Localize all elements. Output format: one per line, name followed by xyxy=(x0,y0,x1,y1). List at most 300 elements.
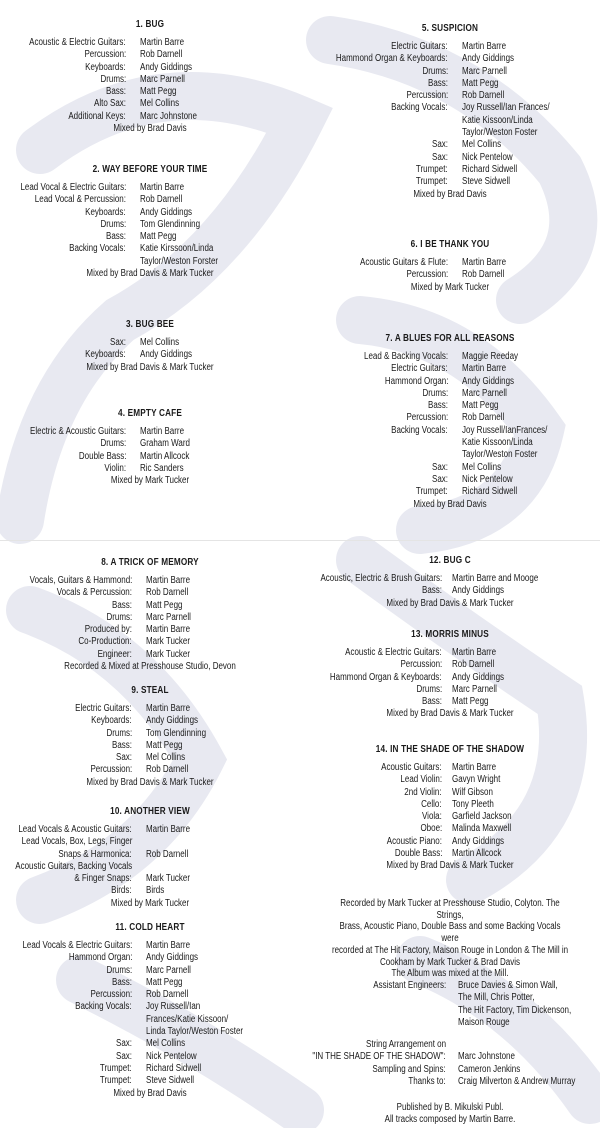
track-5 xyxy=(300,22,600,201)
credit-role: Drums: xyxy=(106,611,132,623)
credit-role: Bass: xyxy=(427,400,448,412)
credit-name: Tom Glendinning xyxy=(146,727,207,739)
credit-row xyxy=(300,787,600,799)
credit-name: Craig Milverton & Andrew Murray xyxy=(458,1076,576,1087)
credit-role: Sax: xyxy=(431,461,448,473)
credit-row xyxy=(0,575,300,587)
credit-role: Percussion: xyxy=(406,269,448,281)
panel-right-top xyxy=(300,0,600,540)
credit-name: Katie Kissoon/Linda xyxy=(462,437,533,449)
credit-row xyxy=(300,774,600,786)
credit-role: Sax: xyxy=(109,337,126,348)
credit-role: Trumpet: xyxy=(416,163,448,175)
credit-row xyxy=(300,269,600,281)
extra-credit-row xyxy=(300,1076,600,1088)
credit-name: Mel Collins xyxy=(462,139,502,151)
track-3 xyxy=(0,318,300,374)
credit-role: Trumpet: xyxy=(416,176,448,188)
credit-role: Acoustic & Electric Guitars: xyxy=(345,647,442,658)
credit-row xyxy=(0,940,300,952)
credit-name: Malinda Maxwell xyxy=(452,823,512,835)
credit-row xyxy=(300,66,600,78)
credit-row xyxy=(300,412,600,424)
credit-row xyxy=(0,37,300,49)
credit-role: Lead Vocals & Electric Guitars: xyxy=(22,940,132,951)
credit-row xyxy=(0,977,300,989)
credit-role: Trumpet: xyxy=(416,486,448,498)
credit-row xyxy=(0,624,300,636)
credit-role: Percussion: xyxy=(90,989,132,1001)
credit-name: Richard Sidwell xyxy=(462,163,518,175)
credit-row xyxy=(300,53,600,65)
credit-row xyxy=(300,127,600,139)
credit-role: Birds: xyxy=(111,885,132,897)
credit-name: Richard Sidwell xyxy=(462,486,518,498)
credit-role: Co-Production: xyxy=(78,636,132,648)
credit-role: Percussion: xyxy=(90,764,132,776)
recording-note-line: Brass, Acoustic Piano, Double Bass and some Backing Vocals were xyxy=(339,921,561,945)
credit-role: Bass: xyxy=(111,739,132,751)
credit-name: Frances/Katie Kissoon/ xyxy=(146,1013,229,1025)
mix-credit: Mixed by Brad Davis & Mark Tucker xyxy=(386,860,514,872)
credit-row xyxy=(300,659,600,671)
credit-row xyxy=(0,649,300,661)
panel-left-bottom xyxy=(0,540,300,1128)
credit-row xyxy=(0,1051,300,1063)
credit-role: Drums: xyxy=(106,964,132,976)
publishing-line: Published by B. Mikulski Publ. xyxy=(396,1102,504,1114)
credit-row xyxy=(300,102,600,114)
mix-credit: Recorded & Mixed at Presshouse Studio, Devon xyxy=(64,661,236,673)
credit-row xyxy=(300,848,600,860)
credit-row xyxy=(0,824,300,836)
mix-credit: Mixed by Brad Davis xyxy=(113,123,187,135)
credit-role: 2nd Violin: xyxy=(404,786,442,798)
credit-role: Drums: xyxy=(422,387,448,399)
track-1 xyxy=(0,18,300,135)
credit-name: Birds xyxy=(146,885,165,897)
credit-name: Marc Parnell xyxy=(462,65,507,77)
credit-row xyxy=(0,426,300,438)
credit-name: Martin Barre xyxy=(462,41,507,52)
credit-name: Mel Collins xyxy=(146,752,186,764)
mix-credit: Mixed by Brad Davis xyxy=(113,1087,187,1099)
credit-role: Bass: xyxy=(427,77,448,89)
track-title: 11. COLD HEART xyxy=(115,922,185,933)
credit-name: Martin Barre xyxy=(146,575,191,586)
credit-name: Gavyn Wright xyxy=(452,774,501,786)
credit-role: Violin: xyxy=(104,462,126,474)
credit-row xyxy=(0,1075,300,1087)
credit-row xyxy=(0,337,300,349)
credit-role: Acoustic Guitars, Backing Vocals xyxy=(15,860,132,872)
credit-role: Acoustic Piano: xyxy=(386,835,442,847)
credit-row xyxy=(0,849,300,861)
credit-name: Rob Darnell xyxy=(140,49,183,61)
credit-name: Rob Darnell xyxy=(146,848,189,860)
credit-row xyxy=(0,62,300,74)
credit-name: Martin Barre xyxy=(146,624,191,636)
credit-role: Acoustic, Electric & Brush Guitars: xyxy=(320,573,442,584)
credit-role: Percussion: xyxy=(406,412,448,424)
credit-row xyxy=(300,823,600,835)
credit-name: Bruce Davies & Simon Wall, xyxy=(458,979,558,991)
recording-note-line: Cookham by Mark Tucker & Brad Davis xyxy=(379,956,521,968)
credit-role: Double Bass: xyxy=(78,450,126,462)
credit-name: Maison Rouge xyxy=(458,1016,510,1028)
credit-row xyxy=(300,351,600,363)
credit-role: Backing Vocals: xyxy=(75,1001,132,1013)
credit-name: Katie Kirssoon/Linda xyxy=(140,243,214,255)
credit-role: Lead Vocals & Acoustic Guitars: xyxy=(18,824,132,835)
credit-row xyxy=(300,486,600,498)
credit-row xyxy=(0,194,300,206)
assistant-credit-row xyxy=(300,1017,600,1029)
credit-row xyxy=(300,474,600,486)
credit-role: Sax: xyxy=(431,139,448,151)
credit-role: Percussion: xyxy=(406,90,448,102)
credit-name: Rob Darnell xyxy=(462,90,505,102)
credit-name: Rob Darnell xyxy=(452,659,495,671)
credit-row xyxy=(0,1063,300,1075)
credit-role: Drums: xyxy=(100,73,126,85)
credit-name: Matt Pegg xyxy=(462,77,499,89)
assistant-credit-row xyxy=(300,980,600,992)
credit-role: Keyboards: xyxy=(91,715,132,727)
credit-name: Andy Giddings xyxy=(140,61,193,73)
credit-role: Electric Guitars: xyxy=(391,363,448,375)
credit-name: Martin Barre xyxy=(462,257,507,268)
credit-name: Martin Barre xyxy=(146,824,191,835)
track-14 xyxy=(300,743,600,873)
track-title: 10. ANOTHER VIEW xyxy=(110,806,190,817)
credit-name: The Mill, Chris Potter, xyxy=(458,992,535,1004)
credit-name: Nick Pentelow xyxy=(462,151,513,163)
credit-role: Sampling and Spins: xyxy=(372,1063,446,1075)
credit-name: Mark Tucker xyxy=(146,873,191,885)
liner-notes xyxy=(300,898,600,1126)
credit-row xyxy=(0,873,300,885)
credit-name: Tony Pleeth xyxy=(452,798,494,810)
credit-role: Trumpet: xyxy=(100,1062,132,1074)
credit-role: Lead & Backing Vocals: xyxy=(363,351,448,362)
panel-right-bottom xyxy=(300,540,600,1128)
credit-role: Bass: xyxy=(111,599,132,611)
credit-row xyxy=(0,952,300,964)
credit-row xyxy=(300,176,600,188)
credit-name: Rob Darnell xyxy=(462,269,505,281)
credit-name: Linda Taylor/Weston Foster xyxy=(146,1026,244,1038)
credit-name: Mel Collins xyxy=(146,1038,186,1050)
credit-name: Matt Pegg xyxy=(146,599,183,611)
credit-role: Bass: xyxy=(105,86,126,98)
credit-row xyxy=(300,78,600,90)
mix-credit: Mixed by Brad Davis & Mark Tucker xyxy=(386,708,514,720)
credit-name: Ric Sanders xyxy=(140,462,184,474)
credit-row xyxy=(300,139,600,151)
credit-role: "IN THE SHADE OF THE SHADOW": xyxy=(312,1051,446,1063)
track-6 xyxy=(300,238,600,294)
credit-role: Acoustic Guitars & Flute: xyxy=(359,257,448,268)
credit-row xyxy=(300,449,600,461)
track-11 xyxy=(0,921,300,1100)
track-9 xyxy=(0,684,300,789)
credit-name: Rob Darnell xyxy=(146,764,189,776)
publishing-line: All tracks composed by Martin Barre. xyxy=(384,1114,516,1125)
credit-name: Graham Ward xyxy=(140,438,190,450)
credit-row xyxy=(0,636,300,648)
credit-role: Acoustic & Electric Guitars: xyxy=(29,37,126,48)
credit-role: Backing Vocals: xyxy=(391,424,448,436)
credit-row xyxy=(0,1001,300,1013)
credit-name: Tom Glendinning xyxy=(140,218,201,230)
credit-name: Martin Allcock xyxy=(140,450,190,462)
assistant-credit-row xyxy=(300,992,600,1004)
track-10 xyxy=(0,805,300,910)
credit-row xyxy=(0,612,300,624)
track-title: 5. SUSPICION xyxy=(421,23,479,34)
credit-name: Martin Barre xyxy=(146,703,191,714)
credit-role: Hammond Organ: xyxy=(384,375,448,387)
credit-role: Double Bass: xyxy=(394,848,442,860)
mix-credit: Mixed by Mark Tucker xyxy=(110,897,190,909)
credit-role: Electric Guitars: xyxy=(75,703,132,714)
credit-row xyxy=(0,182,300,194)
credit-name: Katie Kissoon/Linda xyxy=(462,114,533,126)
credit-role: Backing Vocals: xyxy=(69,243,126,255)
credit-role: Sax: xyxy=(115,1050,132,1062)
credit-row xyxy=(300,90,600,102)
credit-row xyxy=(300,152,600,164)
credit-role: Cello: xyxy=(421,798,442,810)
credit-row xyxy=(300,573,600,585)
recording-note-line: recorded at The Hit Factory, Maison Rouge in London & The Mill in xyxy=(331,944,569,956)
credit-name: Andy Giddings xyxy=(462,375,515,387)
credit-role: Snaps & Harmonica: xyxy=(58,848,132,860)
credit-role: Assistant Engineers: xyxy=(373,979,446,991)
credit-name: Matt Pegg xyxy=(146,739,183,751)
credit-row xyxy=(0,49,300,61)
track-8 xyxy=(0,556,300,673)
credit-name: Marc Parnell xyxy=(146,611,191,623)
credit-role: Lead Violin: xyxy=(400,774,442,786)
credit-role: Sax: xyxy=(115,752,132,764)
credit-row xyxy=(0,207,300,219)
credit-name: Marc Johnstone xyxy=(140,110,197,122)
credit-row xyxy=(300,388,600,400)
track-13 xyxy=(300,628,600,721)
credit-role: Keyboards: xyxy=(85,206,126,218)
credit-name: Taylor/Weston Forster xyxy=(140,255,219,267)
credit-row xyxy=(0,861,300,873)
credit-role: Vocals, Guitars & Hammond: xyxy=(29,575,132,586)
credit-row xyxy=(0,836,300,848)
mix-credit: Mixed by Mark Tucker xyxy=(110,475,190,487)
credit-role: Drums: xyxy=(422,65,448,77)
credit-name: Wilf Gibson xyxy=(452,786,493,798)
credit-name: Martin Barre and Mooge xyxy=(452,573,539,584)
credit-role: Hammond Organ & Keyboards: xyxy=(336,53,448,65)
credit-role: Alto Sax: xyxy=(93,98,126,110)
credit-role: Lead Vocal & Percussion: xyxy=(34,194,126,206)
credit-name: Mel Collins xyxy=(140,98,180,110)
credit-row xyxy=(0,219,300,231)
credit-row xyxy=(0,463,300,475)
mix-credit: Mixed by Mark Tucker xyxy=(410,281,490,293)
credit-row xyxy=(300,811,600,823)
credit-role: Acoustic Guitars: xyxy=(381,762,442,773)
credit-role: Engineer: xyxy=(97,648,132,660)
credit-name: Andy Giddings xyxy=(146,952,199,964)
credit-name: Rob Darnell xyxy=(146,989,189,1001)
credit-role: Bass: xyxy=(105,231,126,243)
credit-row xyxy=(300,462,600,474)
credit-row xyxy=(0,740,300,752)
credit-role: Sax: xyxy=(431,151,448,163)
credit-row xyxy=(0,600,300,612)
credit-name: Martin Barre xyxy=(452,647,497,658)
credit-row xyxy=(300,647,600,659)
credit-row xyxy=(0,989,300,1001)
publishing-notes xyxy=(330,1102,570,1125)
credit-name: Martin Barre xyxy=(146,940,191,951)
credit-name: Nick Pentelow xyxy=(146,1050,197,1062)
credit-role: Drums: xyxy=(416,683,442,695)
credit-name: Martin Barre xyxy=(140,182,185,193)
credit-name: Mel Collins xyxy=(140,337,180,348)
credit-row xyxy=(0,451,300,463)
track-title: 14. IN THE SHADE OF THE SHADOW xyxy=(375,744,525,755)
credit-row xyxy=(0,1026,300,1038)
credit-row xyxy=(300,672,600,684)
credit-row xyxy=(300,762,600,774)
credit-name: Richard Sidwell xyxy=(146,1062,202,1074)
credit-name: Martin Barre xyxy=(452,762,497,773)
track-title: 12. BUG C xyxy=(429,555,471,566)
credit-row xyxy=(300,376,600,388)
track-title: 4. EMPTY CAFE xyxy=(118,408,182,419)
credit-name: Taylor/Weston Foster xyxy=(462,449,538,461)
credit-role: Bass: xyxy=(421,696,442,708)
credit-role: Produced by: xyxy=(84,624,132,636)
mix-credit: Mixed by Brad Davis & Mark Tucker xyxy=(86,361,214,373)
track-4 xyxy=(0,407,300,487)
extra-credit-row xyxy=(300,1064,600,1076)
track-12 xyxy=(300,554,600,610)
credit-name: Martin Allcock xyxy=(452,848,502,860)
recording-notes xyxy=(330,898,570,980)
credit-row xyxy=(0,256,300,268)
credit-row xyxy=(0,965,300,977)
credit-row xyxy=(300,400,600,412)
credit-row xyxy=(300,799,600,811)
credit-role: Lead Vocals, Box, Legs, Finger xyxy=(21,836,132,848)
credit-role: Drums: xyxy=(100,218,126,230)
track-2 xyxy=(0,163,300,280)
track-title: 2. WAY BEFORE YOUR TIME xyxy=(92,164,208,175)
credit-row xyxy=(300,437,600,449)
credit-name: Martin Barre xyxy=(462,363,507,375)
credit-name: Joy Russell/IanFrances/ xyxy=(462,424,548,436)
credit-role: & Finger Snaps: xyxy=(74,873,132,885)
mix-credit: Mixed by Brad Davis & Mark Tucker xyxy=(86,268,214,280)
credit-name: Matt Pegg xyxy=(140,86,177,98)
credit-name: Marc Parnell xyxy=(146,964,191,976)
track-7 xyxy=(300,332,600,511)
credit-row xyxy=(0,111,300,123)
track-title: 13. MORRIS MINUS xyxy=(411,629,489,640)
credit-row xyxy=(300,164,600,176)
track-title: 1. BUG xyxy=(135,19,165,30)
credit-role: Oboe: xyxy=(420,823,442,835)
credit-role: String Arrangement on xyxy=(365,1039,446,1051)
credit-name: Matt Pegg xyxy=(140,231,177,243)
credit-name: Rob Darnell xyxy=(140,194,183,206)
credit-name: Martin Barre xyxy=(140,426,185,437)
credit-row xyxy=(0,752,300,764)
credit-name: Garfield Jackson xyxy=(452,811,512,823)
credit-name: Marc Parnell xyxy=(462,387,507,399)
track-title: 3. BUG BEE xyxy=(125,319,175,330)
credit-row xyxy=(0,715,300,727)
extra-credit-row xyxy=(300,1051,600,1063)
credit-role: Percussion: xyxy=(400,659,442,671)
credit-role: Sax: xyxy=(115,1038,132,1050)
credit-row xyxy=(0,728,300,740)
credit-name: Andy Giddings xyxy=(146,715,199,727)
credit-role: Electric Guitars: xyxy=(391,41,448,52)
credit-role: Hammond Organ & Keyboards: xyxy=(330,671,442,683)
credit-name: Mark Tucker xyxy=(146,648,191,660)
credit-row xyxy=(0,1038,300,1050)
credit-name: Andy Giddings xyxy=(452,835,505,847)
credit-name: Taylor/Weston Foster xyxy=(462,127,538,139)
credit-row xyxy=(0,86,300,98)
credit-role: Vocals & Percussion: xyxy=(56,587,132,599)
credit-role: Percussion: xyxy=(84,49,126,61)
credit-row xyxy=(0,438,300,450)
credit-row xyxy=(300,257,600,269)
credit-name: Matt Pegg xyxy=(146,976,183,988)
credit-row xyxy=(0,703,300,715)
credit-role: Drums: xyxy=(106,727,132,739)
credit-row xyxy=(0,231,300,243)
credit-name: Nick Pentelow xyxy=(462,473,513,485)
credit-row xyxy=(300,115,600,127)
credit-name: Rob Darnell xyxy=(462,412,505,424)
track-title: 6. I BE THANK YOU xyxy=(410,239,490,250)
credit-name: Matt Pegg xyxy=(452,696,489,708)
credit-row xyxy=(0,74,300,86)
recording-note-line: Recorded by Mark Tucker at Presshouse Studio, Colyton. The Strings, xyxy=(340,898,560,921)
credit-name: Maggie Reeday xyxy=(462,351,519,362)
credit-name: Mel Collins xyxy=(462,461,502,473)
credit-role: Keyboards: xyxy=(85,61,126,73)
credit-row xyxy=(0,1014,300,1026)
credit-role: Bass: xyxy=(111,976,132,988)
credit-name: The Hit Factory, Tim Dickenson, xyxy=(458,1004,572,1016)
credit-row xyxy=(0,885,300,897)
mix-credit: Mixed by Brad Davis xyxy=(413,498,487,510)
recording-note-line: The Album was mixed at the Mill. xyxy=(391,968,509,980)
credit-name: Marc Parnell xyxy=(452,683,497,695)
credit-name: Andy Giddings xyxy=(462,53,515,65)
credit-row xyxy=(300,696,600,708)
credit-role: Thanks to: xyxy=(408,1076,446,1087)
credit-row xyxy=(0,243,300,255)
credit-role: Sax: xyxy=(431,473,448,485)
credit-name: Andy Giddings xyxy=(140,349,193,361)
